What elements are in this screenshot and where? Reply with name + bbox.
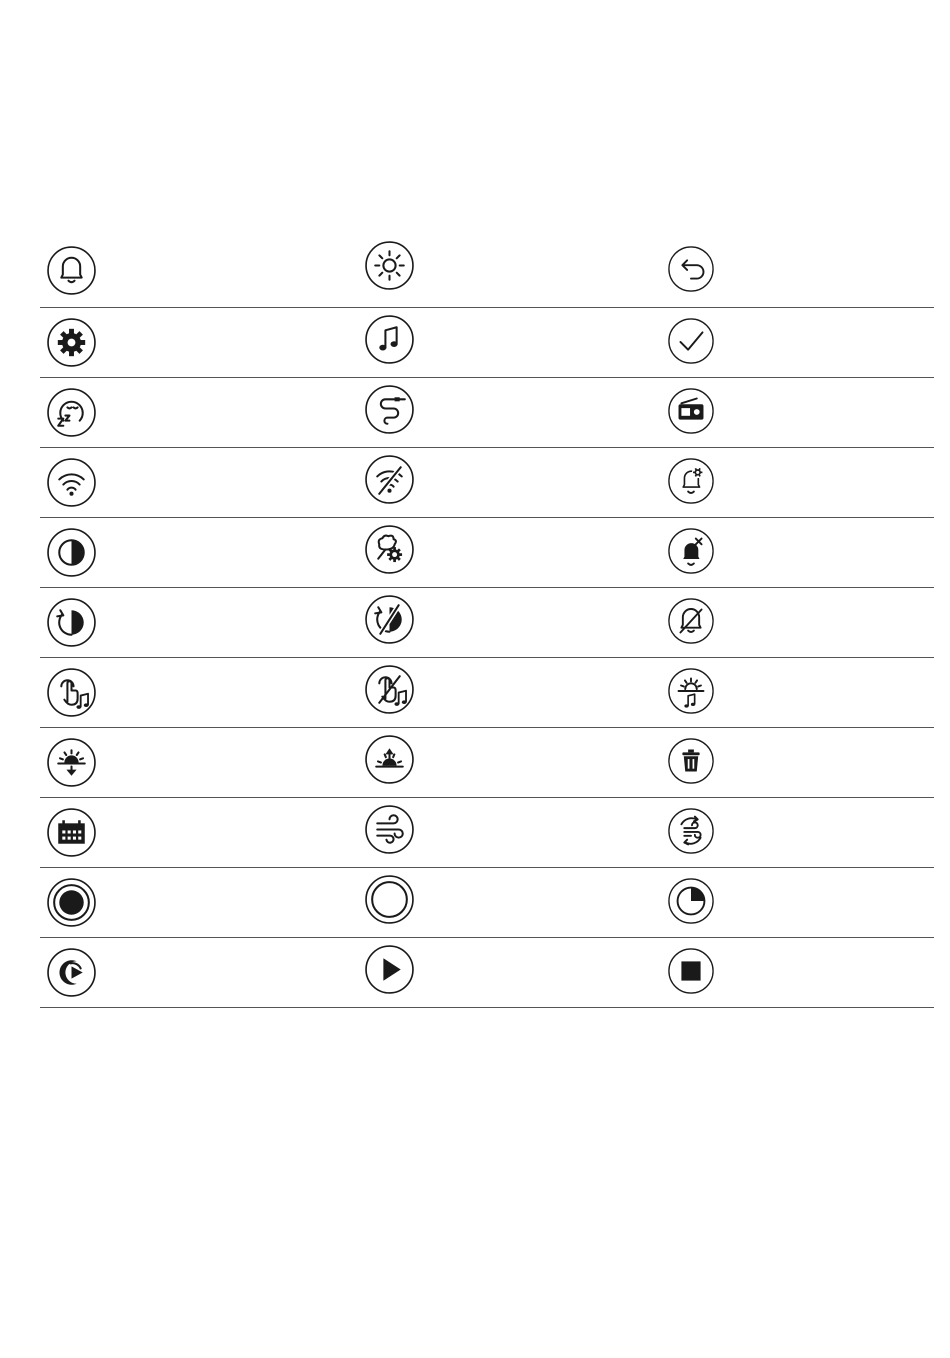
- legend-row: [40, 658, 934, 728]
- tap-sound-off-icon: [364, 664, 415, 715]
- back-arrow-icon: [667, 245, 715, 293]
- sunrise-music-icon: [667, 667, 715, 715]
- legend-row: [40, 868, 934, 938]
- legend-row: [40, 308, 934, 378]
- wifi-off-icon: [364, 454, 415, 505]
- icon-legend-table: [40, 236, 934, 1008]
- stop-icon: [667, 947, 715, 995]
- sleep-timer-icon: [46, 947, 97, 998]
- legend-row: [40, 798, 934, 868]
- wifi-icon: [46, 457, 97, 508]
- wind-icon: [364, 804, 415, 855]
- alarm-dismiss-icon: [667, 527, 715, 575]
- auto-dimming-icon: [46, 597, 97, 648]
- contrast-icon: [46, 527, 97, 578]
- brightness-icon: [364, 240, 415, 291]
- music-note-icon: [364, 314, 415, 365]
- calendar-icon: [46, 807, 97, 858]
- play-icon: [364, 944, 415, 995]
- settings-gear-icon: [46, 317, 97, 368]
- tap-sound-icon: [46, 667, 97, 718]
- snooze-icon: [46, 387, 97, 438]
- checkmark-icon: [667, 317, 715, 365]
- auto-dimming-off-icon: [364, 594, 415, 645]
- sunset-icon: [46, 737, 97, 788]
- legend-row: [40, 236, 934, 308]
- legend-row: [40, 378, 934, 448]
- radio-unselected-icon: [364, 874, 415, 925]
- alarm-settings-icon: [667, 457, 715, 505]
- legend-row: [40, 938, 934, 1008]
- sunrise-icon: [364, 734, 415, 785]
- delete-icon: [667, 737, 715, 785]
- alarm-off-icon: [667, 597, 715, 645]
- radio-icon: [667, 387, 715, 435]
- bell-icon: [46, 245, 97, 296]
- wind-cycle-icon: [667, 807, 715, 855]
- quarter-timer-icon: [667, 877, 715, 925]
- legend-row: [40, 448, 934, 518]
- legend-row: [40, 728, 934, 798]
- legend-row: [40, 588, 934, 658]
- aux-cable-icon: [364, 384, 415, 435]
- radio-selected-icon: [46, 877, 97, 928]
- legend-row: [40, 518, 934, 588]
- nature-settings-icon: [364, 524, 415, 575]
